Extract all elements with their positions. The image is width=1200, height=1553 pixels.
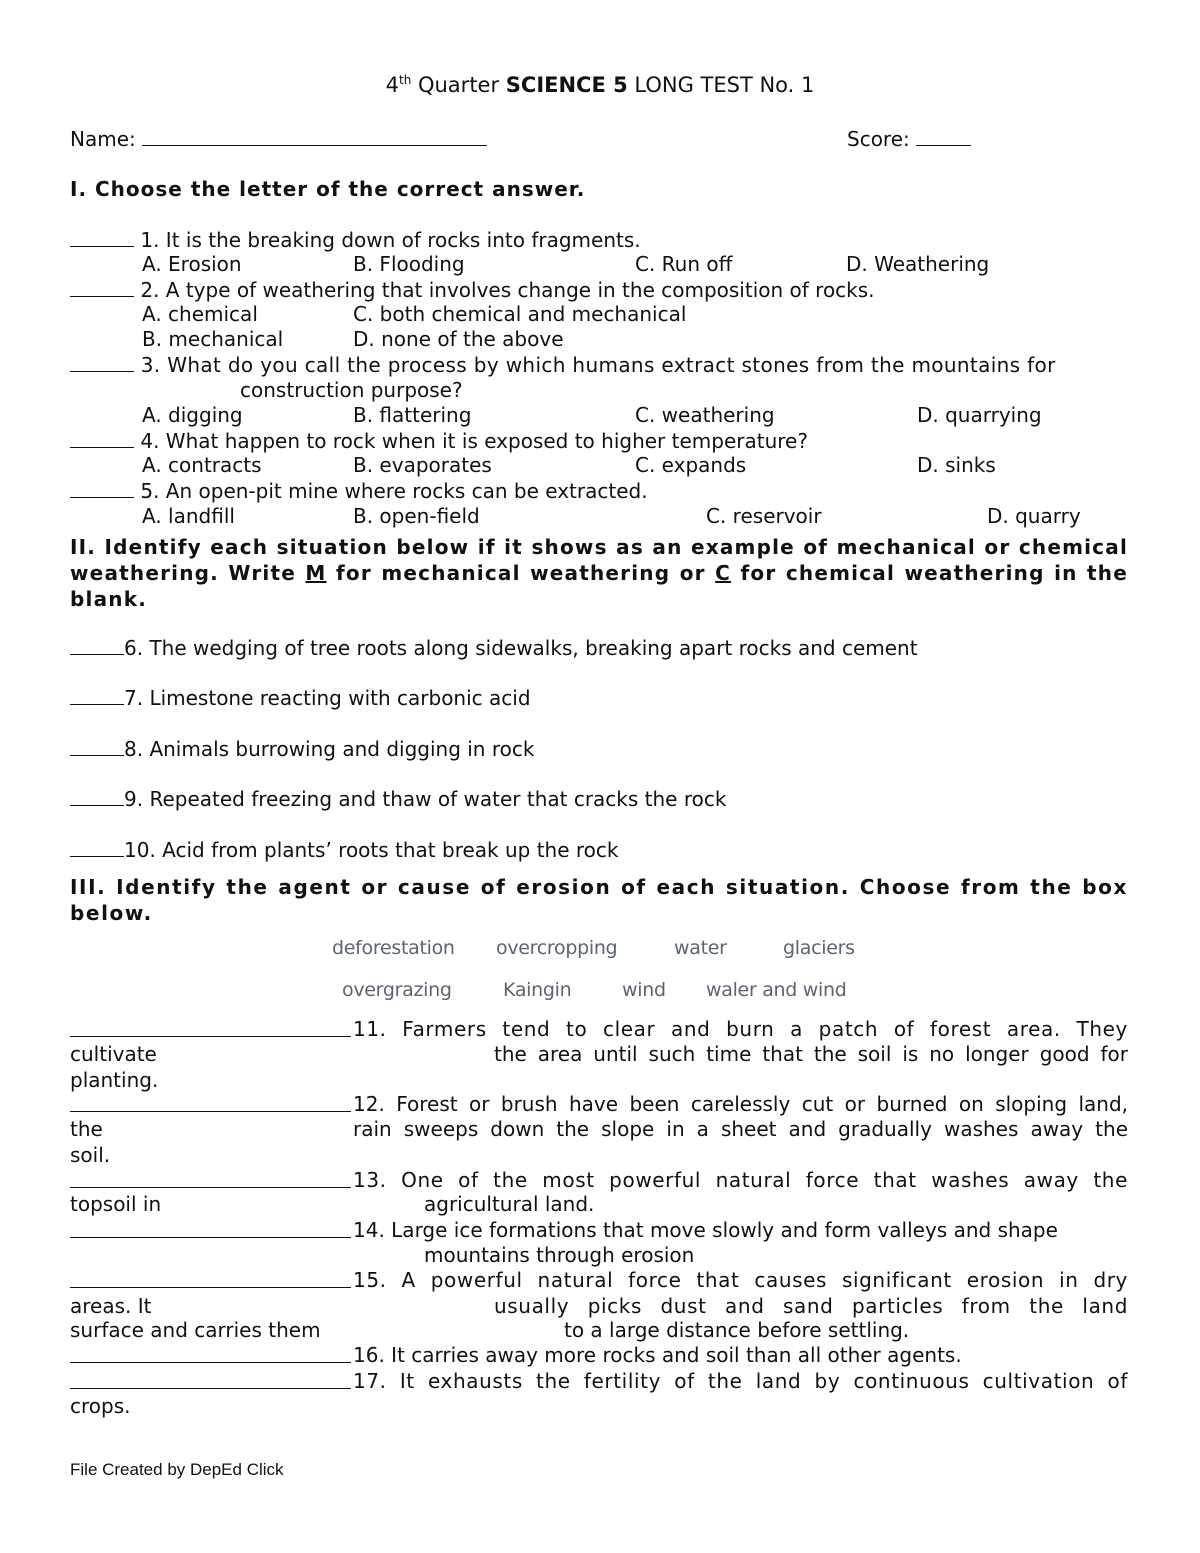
q14-line-1: 14. Large ice formations that move slowly and form valleys and shape bbox=[353, 1218, 1058, 1242]
q3-option-c: C. weathering bbox=[635, 403, 775, 427]
title-superscript: th bbox=[398, 73, 412, 87]
q13-line-1: 13. One of the most powerful natural force that washes away the bbox=[353, 1168, 1128, 1192]
q1-option-b: B. Flooding bbox=[353, 252, 465, 276]
answer-blank-1[interactable] bbox=[70, 227, 134, 247]
item-9-text: 9. Repeated freezing and thaw of water that cracks the rock bbox=[124, 787, 727, 811]
q4-option-a: A. contracts bbox=[142, 453, 262, 477]
q11-line-2b: the area until such time that the soil is no longer good for bbox=[494, 1042, 1128, 1066]
q5-option-b: B. open-field bbox=[353, 504, 480, 528]
answer-blank-9[interactable] bbox=[70, 786, 124, 806]
q4-option-d: D. sinks bbox=[917, 453, 996, 477]
question-3-text-cont: construction purpose? bbox=[240, 378, 463, 402]
box-word-overcropping: overcropping bbox=[496, 937, 618, 959]
q15-line-2b: usually picks dust and sand particles from the land bbox=[494, 1294, 1128, 1318]
q2-option-a: A. chemical bbox=[142, 302, 258, 326]
part1-heading: I. Choose the letter of the correct answer. bbox=[70, 177, 586, 201]
q15-line-3a: surface and carries them bbox=[70, 1318, 321, 1342]
page-title bbox=[0, 73, 1200, 98]
part2-heading-1: II. Identify each situation below if it shows as an example of mechanical or chemical weathering. Write bbox=[70, 535, 1128, 585]
part2-heading-m: M bbox=[305, 561, 327, 585]
item-8 bbox=[70, 736, 534, 762]
answer-line-15 bbox=[70, 1268, 351, 1294]
answer-line-16 bbox=[70, 1343, 351, 1369]
q14-line-2: mountains through erosion bbox=[424, 1243, 695, 1267]
name-row bbox=[70, 126, 487, 152]
question-3-text: 3. What do you call the process by which humans extract stones from the mountains for bbox=[140, 353, 1056, 377]
question-4-text: 4. What happen to rock when it is exposed to higher temperature? bbox=[140, 429, 808, 453]
q2-option-c: C. both chemical and mechanical bbox=[353, 302, 687, 326]
title-rest: LONG TEST No. 1 bbox=[627, 73, 815, 97]
part2-heading bbox=[70, 534, 1128, 612]
q17-line-2: crops. bbox=[70, 1394, 131, 1418]
q5-option-d: D. quarry bbox=[987, 504, 1081, 528]
q3-option-b: B. flattering bbox=[353, 403, 472, 427]
box-word-overgrazing: overgrazing bbox=[342, 979, 452, 1001]
q16-line-1: 16. It carries away more rocks and soil than all other agents. bbox=[353, 1343, 962, 1367]
q2-option-b: B. mechanical bbox=[142, 327, 284, 351]
answer-blank-17[interactable] bbox=[70, 1369, 351, 1389]
question-5-text: 5. An open-pit mine where rocks can be extracted. bbox=[140, 479, 648, 503]
box-word-water: water bbox=[674, 937, 727, 959]
question-2-text: 2. A type of weathering that involves change in the composition of rocks. bbox=[140, 278, 875, 302]
answer-blank-13[interactable] bbox=[70, 1168, 351, 1188]
title-number: 4 bbox=[385, 73, 399, 97]
q15-line-3b: to a large distance before settling. bbox=[564, 1318, 910, 1342]
box-word-deforestation: deforestation bbox=[332, 937, 455, 959]
box-word-glaciers: glaciers bbox=[783, 937, 855, 959]
item-10 bbox=[70, 837, 619, 863]
question-2 bbox=[70, 277, 875, 303]
q11-line-1: 11. Farmers tend to clear and burn a patch of forest area. They bbox=[353, 1017, 1128, 1041]
part2-heading-2: for mechanical weathering or bbox=[326, 561, 716, 585]
answer-blank-15[interactable] bbox=[70, 1268, 351, 1288]
item-10-text: 10. Acid from plants’ roots that break up the rock bbox=[124, 838, 619, 862]
q15-line-1: 15. A powerful natural force that causes significant erosion in dry bbox=[353, 1268, 1128, 1292]
answer-line-13 bbox=[70, 1168, 351, 1194]
question-1 bbox=[70, 227, 641, 253]
part2-heading-c: C bbox=[715, 561, 732, 585]
q1-option-c: C. Run off bbox=[635, 252, 733, 276]
score-label: Score: bbox=[847, 127, 910, 151]
item-9 bbox=[70, 786, 726, 812]
answer-blank-16[interactable] bbox=[70, 1343, 351, 1363]
item-6-text: 6. The wedging of tree roots along sidewalks, breaking apart rocks and cement bbox=[124, 636, 918, 660]
question-4 bbox=[70, 428, 808, 454]
answer-blank-2[interactable] bbox=[70, 277, 134, 297]
q13-line-2b: agricultural land. bbox=[424, 1192, 595, 1216]
question-3 bbox=[70, 352, 1056, 378]
q3-option-d: D. quarrying bbox=[917, 403, 1042, 427]
answer-blank-8[interactable] bbox=[70, 736, 124, 756]
q12-line-3: soil. bbox=[70, 1143, 111, 1167]
name-label: Name: bbox=[70, 127, 136, 151]
part3-heading: III. Identify the agent or cause of erosion of each situation. Choose from the box below. bbox=[70, 875, 1128, 925]
q11-line-2a: cultivate bbox=[70, 1042, 157, 1066]
box-word-water-and-wind: waler and wind bbox=[706, 979, 847, 1001]
q4-option-c: C. expands bbox=[635, 453, 747, 477]
answer-blank-7[interactable] bbox=[70, 685, 124, 705]
q12-line-2a: the bbox=[70, 1117, 103, 1141]
item-6 bbox=[70, 635, 918, 661]
answer-line-17 bbox=[70, 1369, 351, 1395]
score-row bbox=[847, 126, 971, 152]
q5-option-a: A. landfill bbox=[142, 504, 235, 528]
name-blank[interactable] bbox=[142, 126, 487, 146]
q11-line-3: planting. bbox=[70, 1068, 159, 1092]
item-8-text: 8. Animals burrowing and digging in rock bbox=[124, 737, 535, 761]
answer-line-14 bbox=[70, 1218, 351, 1244]
footer-credit: File Created by DepEd Click bbox=[70, 1460, 284, 1479]
answer-line-12 bbox=[70, 1092, 351, 1118]
question-5 bbox=[70, 478, 648, 504]
answer-blank-5[interactable] bbox=[70, 478, 134, 498]
title-subject: SCIENCE 5 bbox=[505, 73, 628, 97]
answer-blank-12[interactable] bbox=[70, 1092, 351, 1112]
answer-blank-10[interactable] bbox=[70, 837, 124, 857]
q3-option-a: A. digging bbox=[142, 403, 243, 427]
q1-option-a: A. Erosion bbox=[142, 252, 242, 276]
item-7 bbox=[70, 685, 531, 711]
item-7-text: 7. Limestone reacting with carbonic acid bbox=[124, 686, 531, 710]
q4-option-b: B. evaporates bbox=[353, 453, 492, 477]
q2-option-d: D. none of the above bbox=[353, 327, 564, 351]
q15-line-2a: areas. It bbox=[70, 1294, 152, 1318]
q12-line-1: 12. Forest or brush have been carelessly cut or burned on sloping land, bbox=[353, 1092, 1128, 1116]
title-mid: Quarter bbox=[411, 73, 506, 97]
q5-option-c: C. reservoir bbox=[706, 504, 822, 528]
answer-blank-11[interactable] bbox=[70, 1017, 351, 1037]
part2-heading-3: for chemical weathering in the blank. bbox=[70, 561, 1128, 611]
box-word-kaingin: Kaingin bbox=[503, 979, 572, 1001]
answer-blank-3[interactable] bbox=[70, 352, 134, 372]
q13-line-2a: topsoil in bbox=[70, 1192, 162, 1216]
answer-blank-14[interactable] bbox=[70, 1218, 351, 1238]
answer-blank-4[interactable] bbox=[70, 428, 134, 448]
question-1-text: 1. It is the breaking down of rocks into fragments. bbox=[140, 228, 641, 252]
answer-blank-6[interactable] bbox=[70, 635, 124, 655]
q17-line-1: 17. It exhausts the fertility of the land by continuous cultivation of bbox=[353, 1369, 1128, 1393]
answer-line-11 bbox=[70, 1017, 351, 1043]
q12-line-2b: rain sweeps down the slope in a sheet and gradually washes away the bbox=[353, 1117, 1128, 1141]
score-blank[interactable] bbox=[916, 126, 971, 146]
box-word-wind: wind bbox=[622, 979, 666, 1001]
q1-option-d: D. Weathering bbox=[846, 252, 990, 276]
